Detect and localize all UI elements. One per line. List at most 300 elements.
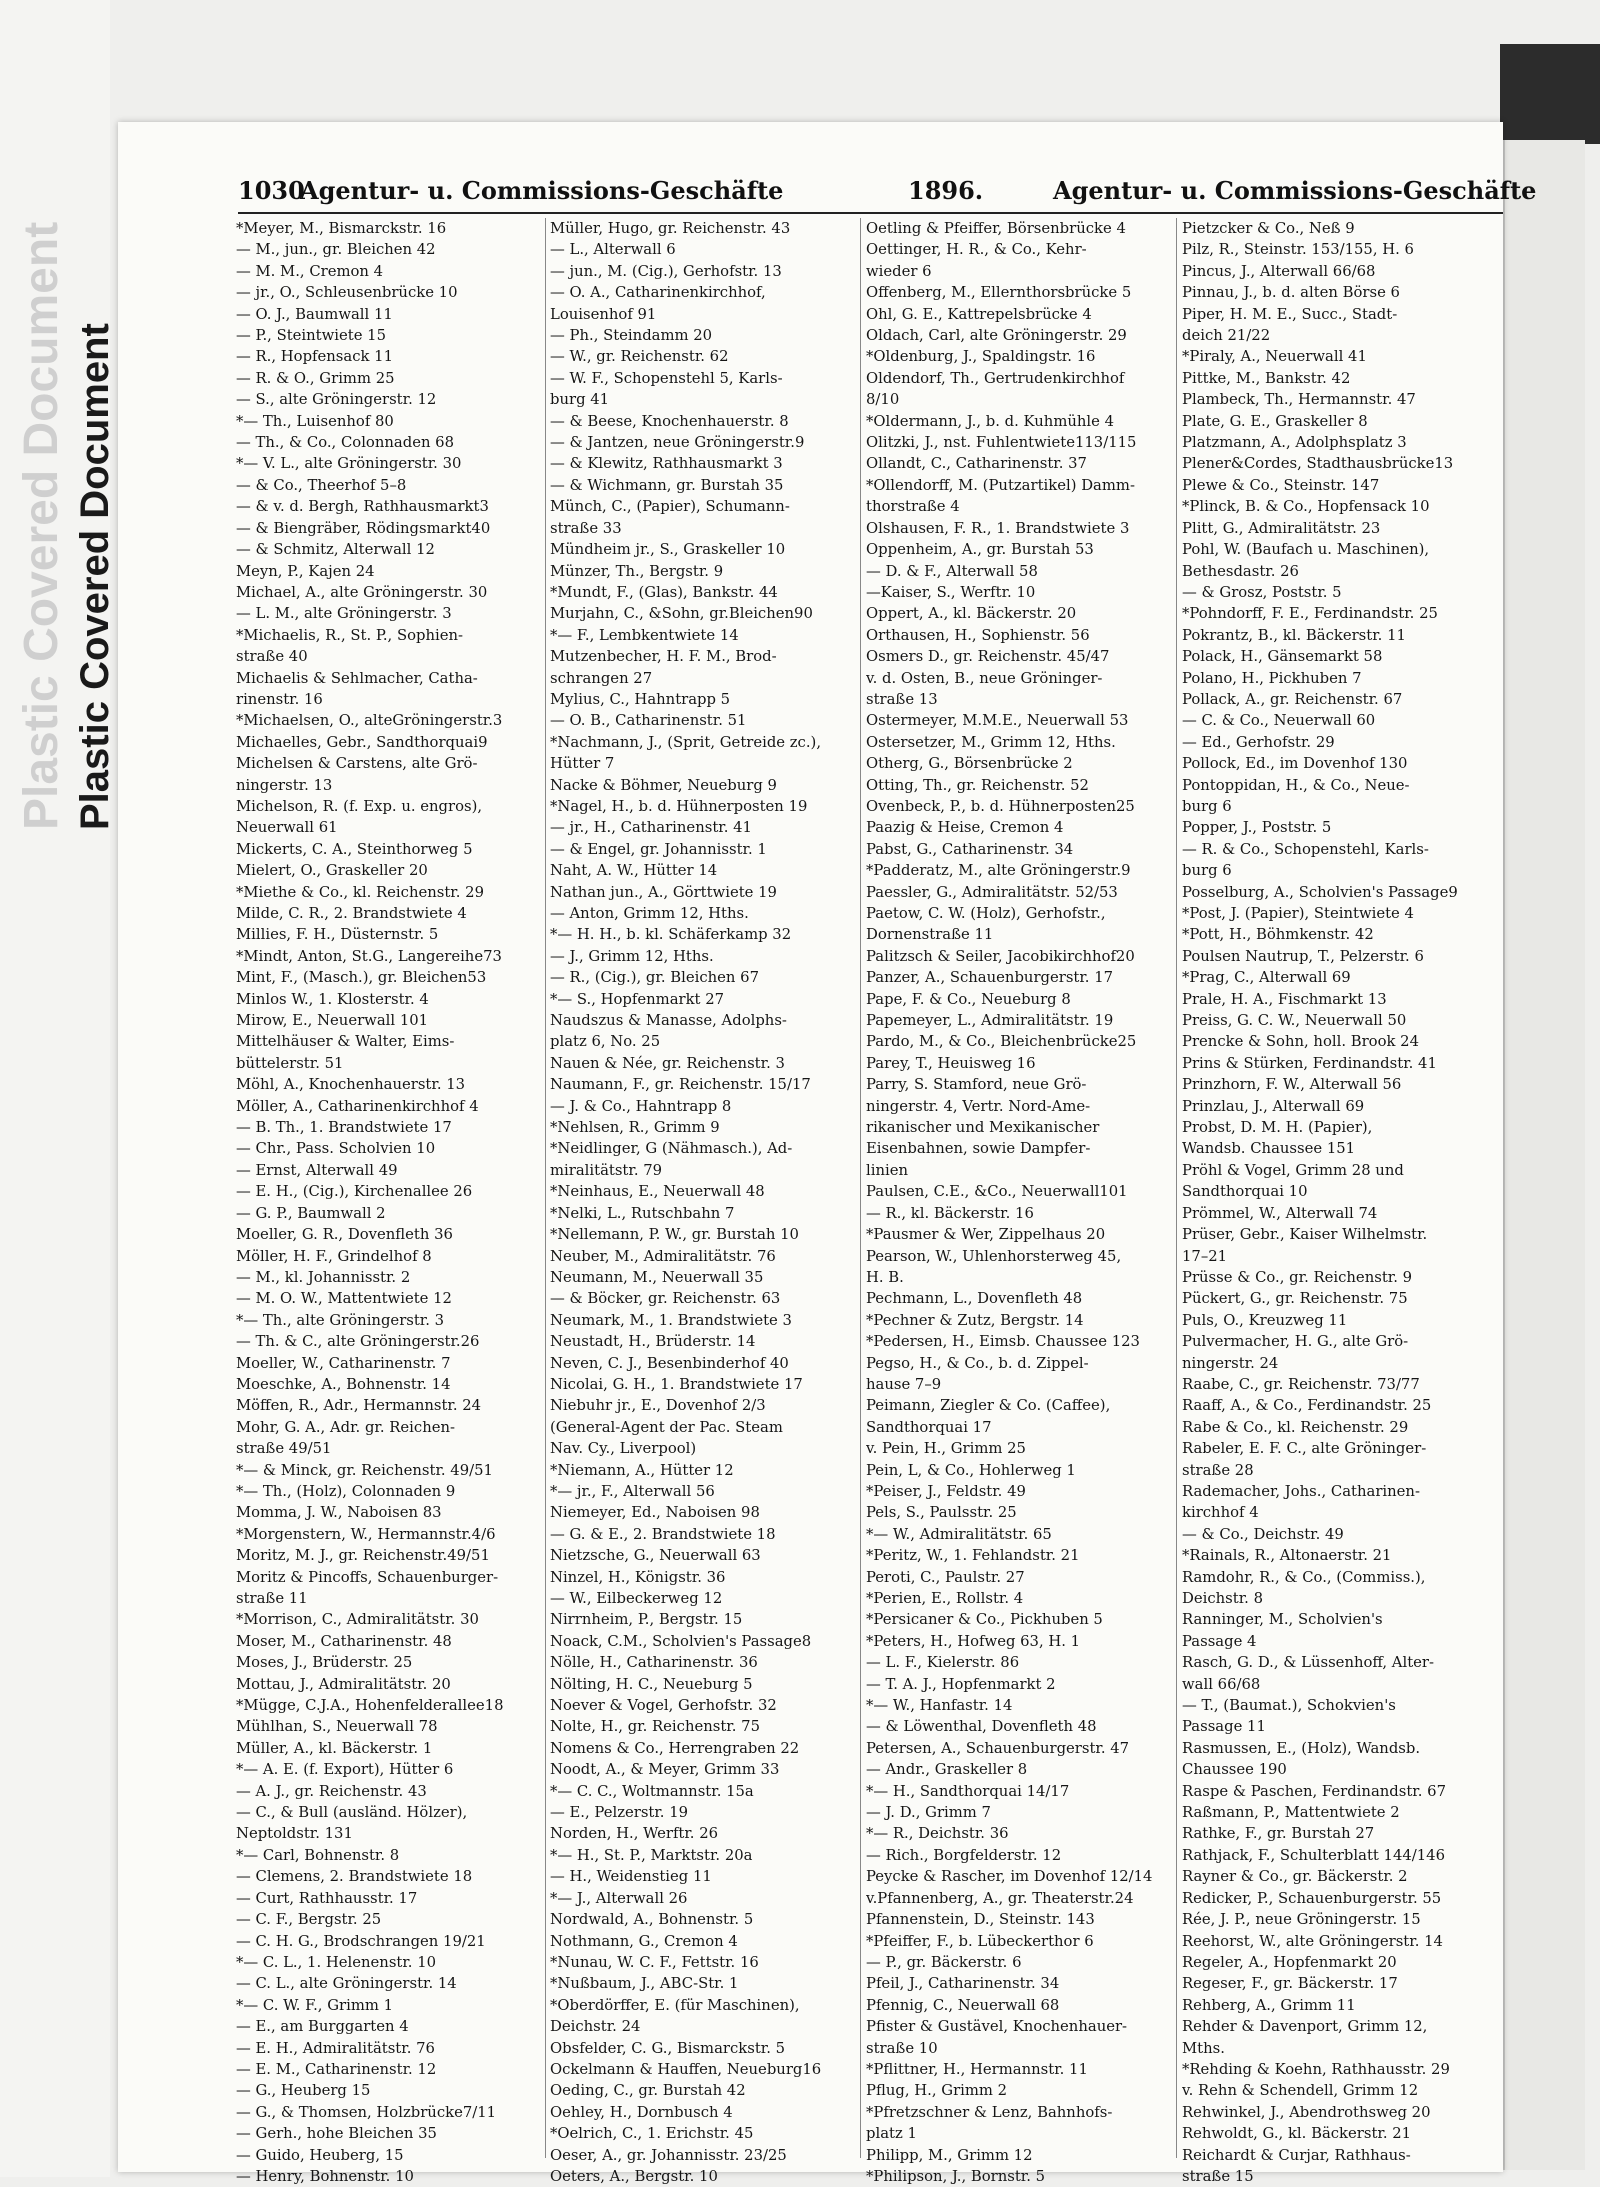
directory-entry: Plate, G. E., Graskeller 8 (1182, 412, 1368, 430)
directory-entry: — C., & Bull (ausländ. Hölzer), (236, 1804, 468, 1822)
directory-entry: — & Löwenthal, Dovenfleth 48 (866, 1718, 1097, 1736)
directory-entry: — jun., M. (Cig.), Gerhofstr. 13 (550, 262, 782, 280)
directory-entry: *Post, J. (Papier), Steintwiete 4 (1182, 905, 1414, 922)
directory-entry: Probst, D. M. H. (Papier), (1182, 1119, 1373, 1137)
directory-entry: Deichstr. 24 (550, 2018, 641, 2036)
directory-entry: *— jr., F., Alterwall 56 (550, 1482, 715, 1500)
directory-entry: *Pott, H., Böhmkenstr. 42 (1182, 926, 1374, 944)
page-number: 1030 (238, 176, 305, 205)
directory-entry: —Kaiser, S., Werftr. 10 (866, 583, 1036, 601)
directory-entry: *Nehlsen, R., Grimm 9 (550, 1119, 720, 1137)
directory-entry: Rathke, F., gr. Burstah 27 (1182, 1825, 1375, 1843)
directory-entry: ningerstr. 13 (236, 776, 333, 794)
directory-entry: straße 13 (866, 690, 938, 708)
directory-entry: Müller, A., kl. Bäckerstr. 1 (236, 1739, 433, 1757)
directory-entry: — Chr., Pass. Scholvien 10 (236, 1140, 436, 1158)
directory-entry: v. Rehn & Schendell, Grimm 12 (1182, 2082, 1419, 2100)
column-3 (866, 218, 1171, 2187)
directory-entry: schrangen 27 (550, 669, 653, 687)
directory-entry: Mottau, J., Admiralitätstr. 20 (236, 1675, 451, 1693)
column-divider (545, 218, 546, 2158)
directory-entry: Popper, J., Poststr. 5 (1182, 819, 1332, 837)
directory-entry: Paulsen, C.E., &Co., Neuerwall101 (866, 1183, 1128, 1201)
directory-entry: — L., Alterwall 6 (550, 241, 676, 259)
directory-entry: — D. & F., Alterwall 58 (866, 562, 1038, 580)
directory-entry: *Peiser, J., Feldstr. 49 (866, 1482, 1026, 1500)
directory-entry: Pfeil, J., Catharinenstr. 34 (866, 1975, 1060, 1993)
directory-entry: Dornenstraße 11 (866, 926, 994, 944)
directory-entry: Otting, Th., gr. Reichenstr. 52 (866, 776, 1089, 794)
directory-entry: H. B. (866, 1268, 904, 1286)
page-header (238, 176, 1537, 214)
directory-entry: *Michaelis, R., St. P., Sophien- (236, 626, 464, 644)
directory-entry: Moeschke, A., Bohnenstr. 14 (236, 1375, 451, 1393)
directory-entry: Oeters, A., Bergstr. 10 (550, 2167, 718, 2185)
directory-entry: *Nelki, L., Rutschbahn 7 (550, 1204, 735, 1222)
directory-entry: *Neinhaus, E., Neuerwall 48 (550, 1183, 765, 1201)
directory-entry: wieder 6 (866, 262, 932, 280)
directory-entry: Nacke & Böhmer, Neueburg 9 (550, 776, 777, 794)
directory-entry: Obsfelder, C. G., Bismarckstr. 5 (550, 2039, 786, 2057)
directory-entry: — M., jun., gr. Bleichen 42 (236, 241, 436, 259)
column-4 (1182, 218, 1487, 2187)
directory-entry: *Oberdörffer, E. (für Maschinen), (550, 1996, 800, 2014)
directory-entry: Platzmann, A., Adolphsplatz 3 (1182, 434, 1407, 452)
directory-entry: — E. H., Admiralitätstr. 76 (236, 2039, 435, 2057)
directory-entry: *Peritz, W., 1. Fehlandstr. 21 (866, 1547, 1080, 1565)
directory-entry: Papemeyer, L., Admiralitätstr. 19 (866, 1012, 1114, 1030)
directory-entry: *Philipson, J., Bornstr. 5 (866, 2167, 1046, 2185)
directory-entry: Meyn, P., Kajen 24 (236, 562, 375, 580)
directory-entry: Nölting, H. C., Neueburg 5 (550, 1675, 753, 1693)
directory-page (118, 122, 1537, 2185)
directory-entry: platz 6, No. 25 (550, 1033, 661, 1051)
directory-entry: Michaelis & Sehlmacher, Catha- (236, 669, 478, 687)
directory-entry: ningerstr. 4, Vertr. Nord-Ame- (866, 1097, 1091, 1115)
directory-entry: Moritz, M. J., gr. Reichenstr.49/51 (236, 1547, 490, 1565)
directory-entry: — W., Eilbeckerweg 12 (550, 1590, 723, 1607)
directory-entry: Mickerts, C. A., Steinthorweg 5 (236, 840, 473, 858)
directory-entry: — & Grosz, Poststr. 5 (1182, 583, 1342, 601)
directory-entry: *Morrison, C., Admiralitätstr. 30 (236, 1611, 479, 1629)
directory-entry: *Meyer, M., Bismarckstr. 16 (236, 220, 447, 237)
directory-entry: *Mundt, F., (Glas), Bankstr. 44 (550, 583, 778, 601)
directory-entry: Michaelles, Gebr., Sandthorquai9 (236, 733, 488, 751)
directory-entry: Paazig & Heise, Cremon 4 (866, 819, 1064, 837)
directory-entry: *Rehding & Koehn, Rathhausstr. 29 (1182, 2060, 1450, 2078)
directory-entry: Münch, C., (Papier), Schumann- (550, 498, 790, 516)
directory-entry: Neumark, M., 1. Brandstwiete 3 (550, 1311, 792, 1329)
directory-entry: Pfannenstein, D., Steinstr. 143 (866, 1911, 1095, 1929)
directory-entry: *Niemann, A., Hütter 12 (550, 1461, 734, 1479)
directory-entry: *Mügge, C.J.A., Hohenfelderallee18 (236, 1697, 504, 1715)
directory-entry: Passage 11 (1182, 1718, 1266, 1736)
directory-entry: Pittke, M., Bankstr. 42 (1182, 369, 1351, 387)
directory-entry: Oettinger, H. R., & Co., Kehr- (866, 241, 1087, 259)
directory-entry: Ollandt, C., Catharinenstr. 37 (866, 455, 1087, 473)
directory-entry: 8/10 (866, 391, 900, 409)
directory-entry: — jr., O., Schleusenbrücke 10 (236, 284, 458, 302)
header-right-title: Agentur- u. Commissions-Geschäfte (1053, 176, 1537, 205)
directory-entry: Norden, H., Werftr. 26 (550, 1825, 719, 1843)
directory-entry: Pietzcker & Co., Neß 9 (1182, 220, 1355, 237)
directory-entry: Nauen & Née, gr. Reichenstr. 3 (550, 1054, 785, 1072)
directory-entry: Nathan jun., A., Görttwiete 19 (550, 883, 777, 901)
directory-entry: Pabst, G., Catharinenstr. 34 (866, 840, 1074, 858)
directory-entry: Nothmann, G., Cremon 4 (550, 1932, 738, 1950)
directory-entry: Ninzel, H., Königstr. 36 (550, 1568, 726, 1586)
directory-entry: Panzer, A., Schauenburgerstr. 17 (866, 969, 1114, 987)
directory-entry: Pegso, H., & Co., b. d. Zippel- (866, 1354, 1089, 1372)
directory-entry: — E., am Burggarten 4 (236, 2018, 409, 2036)
directory-entry: Rehwoldt, G., kl. Bäckerstr. 21 (1182, 2125, 1412, 2143)
directory-entry: hause 7–9 (866, 1375, 942, 1393)
directory-entry: — Anton, Grimm 12, Hths. (550, 905, 749, 922)
directory-entry: Pokrantz, B., kl. Bäckerstr. 11 (1182, 626, 1406, 644)
directory-entry: Prinzlau, J., Alterwall 69 (1182, 1097, 1365, 1115)
directory-entry: Raaff, A., & Co., Ferdinandstr. 25 (1182, 1397, 1432, 1415)
directory-entry: Momma, J. W., Naboisen 83 (236, 1504, 442, 1522)
directory-entry: Pein, L, & Co., Hohlerweg 1 (866, 1461, 1076, 1479)
directory-entry: Naht, A. W., Hütter 14 (550, 862, 718, 880)
directory-entry: Osmers D., gr. Reichenstr. 45/47 (866, 648, 1110, 666)
directory-entry: — M. O. W., Mattentwiete 12 (236, 1290, 452, 1308)
directory-entry: — O. B., Catharinenstr. 51 (550, 712, 747, 730)
directory-entry: *— H. H., b. kl. Schäferkamp 32 (550, 926, 792, 944)
directory-entry: Rathjack, F., Schulterblatt 144/146 (1182, 1846, 1446, 1864)
directory-entry: Rée, J. P., neue Gröningerstr. 15 (1182, 1911, 1421, 1929)
directory-entry: — Ed., Gerhofstr. 29 (1182, 733, 1335, 751)
directory-entry: — & Wichmann, gr. Burstah 35 (550, 476, 784, 494)
directory-entry: *— W., Admiralitätstr. 65 (866, 1525, 1052, 1543)
directory-entry: — R. & Co., Schopenstehl, Karls- (1182, 840, 1429, 858)
directory-entry: Palitzsch & Seiler, Jacobikirchhof20 (866, 947, 1135, 965)
directory-entry: — C. H. G., Brodschrangen 19/21 (236, 1932, 486, 1950)
directory-entry: — Ernst, Alterwall 49 (236, 1161, 398, 1179)
directory-entry: Polack, H., Gänsemarkt 58 (1182, 648, 1383, 666)
directory-entry: Plambeck, Th., Hermannstr. 47 (1182, 391, 1416, 409)
directory-entry: Ovenbeck, P., b. d. Hühnerposten25 (866, 797, 1135, 815)
directory-entry: burg 6 (1182, 862, 1232, 880)
directory-entry: Raabe, C., gr. Reichenstr. 73/77 (1182, 1375, 1420, 1393)
directory-entry: — Ph., Steindamm 20 (550, 327, 713, 345)
directory-entry: Pardo, M., & Co., Bleichenbrücke25 (866, 1033, 1137, 1051)
directory-entry: Puls, O., Kreuzweg 11 (1182, 1311, 1348, 1329)
directory-entry: Rabeler, E. F. C., alte Gröninger- (1182, 1440, 1427, 1458)
directory-entry: — Th., & Co., Colonnaden 68 (236, 434, 455, 452)
header-rule (238, 212, 1503, 214)
directory-entry: *Nagel, H., b. d. Hühnerposten 19 (550, 797, 808, 815)
directory-entry: — A. J., gr. Reichenstr. 43 (236, 1782, 427, 1800)
directory-entry: Parry, S. Stamford, neue Grö- (866, 1076, 1087, 1094)
directory-entry: Pontoppidan, H., & Co., Neue- (1182, 776, 1410, 794)
directory-entry: — L. M., alte Gröningerstr. 3 (236, 605, 452, 623)
directory-entry: Raspe & Paschen, Ferdinandstr. 67 (1182, 1782, 1446, 1800)
directory-entry: Neven, C. J., Besenbinderhof 40 (550, 1354, 789, 1372)
directory-entry: — R. & O., Grimm 25 (236, 369, 395, 387)
directory-entry: Pulvermacher, H. G., alte Grö- (1182, 1333, 1409, 1351)
directory-entry: Michelson, R. (f. Exp. u. engros), (236, 797, 483, 815)
directory-entry: Preiss, G. C. W., Neuerwall 50 (1182, 1012, 1407, 1030)
directory-entry: Moser, M., Catharinenstr. 48 (236, 1632, 452, 1650)
directory-entry: Pinnau, J., b. d. alten Börse 6 (1182, 284, 1400, 302)
directory-entry: *Padderatz, M., alte Gröningerstr.9 (866, 862, 1131, 880)
directory-entry: Chaussee 190 (1182, 1761, 1287, 1779)
directory-entry: — G., Heuberg 15 (236, 2082, 371, 2100)
directory-entry: Plitt, G., Admiralitätstr. 23 (1182, 519, 1381, 537)
directory-entry: Nav. Cy., Liverpool) (550, 1440, 697, 1458)
directory-entry: *— F., Lembkentwiete 14 (550, 626, 739, 644)
directory-entry: Oehley, H., Dornbusch 4 (550, 2103, 733, 2121)
directory-entry: — E. M., Catharinenstr. 12 (236, 2060, 437, 2078)
directory-entry: *Pfretzschner & Lenz, Bahnhofs- (866, 2103, 1113, 2121)
directory-entry: — E., Pelzerstr. 19 (550, 1804, 689, 1822)
directory-entry: — H., Weidenstieg 11 (550, 1868, 712, 1886)
directory-entry: *— H., St. P., Marktstr. 20a (550, 1846, 753, 1864)
directory-entry: Neustadt, H., Brüderstr. 14 (550, 1333, 756, 1351)
directory-entry: Rasch, G. D., & Lüssenhoff, Alter- (1182, 1654, 1434, 1672)
directory-entry: Pfennig, C., Neuerwall 68 (866, 1996, 1060, 2014)
directory-entry: *— W., Hanfastr. 14 (866, 1697, 1013, 1715)
directory-entry: — G., & Thomsen, Holzbrücke7/11 (236, 2103, 497, 2121)
directory-entry: Nirrnheim, P., Bergstr. 15 (550, 1611, 743, 1629)
directory-entry: burg 41 (550, 391, 610, 409)
directory-entry: Rayner & Co., gr. Bäckerstr. 2 (1182, 1868, 1408, 1886)
directory-entry: Niemeyer, Ed., Naboisen 98 (550, 1504, 760, 1522)
directory-entry: — & Klewitz, Rathhausmarkt 3 (550, 455, 783, 473)
directory-entry: Olitzki, J., nst. Fuhlentwiete113/115 (866, 434, 1137, 452)
directory-entry: Bethesdastr. 26 (1182, 562, 1299, 580)
directory-entry: Regeser, F., gr. Bäckerstr. 17 (1182, 1975, 1398, 1993)
directory-entry: wall 66/68 (1182, 1675, 1261, 1693)
directory-entry: Pfister & Gustävel, Knochenhauer- (866, 2018, 1128, 2036)
directory-entry: Oldendorf, Th., Gertrudenkirchhof (866, 369, 1125, 387)
directory-entry: *Ollendorff, M. (Putzartikel) Damm- (866, 476, 1135, 494)
directory-entry: Paessler, G., Admiralitätstr. 52/53 (866, 883, 1118, 901)
directory-entry: *Oelrich, C., 1. Erichstr. 45 (550, 2125, 754, 2143)
directory-entry: deich 21/22 (1182, 327, 1271, 345)
directory-entry: Münzer, Th., Bergstr. 9 (550, 562, 724, 580)
directory-entry: *Nellemann, P. W., gr. Burstah 10 (550, 1226, 799, 1244)
directory-entry: Oetling & Pfeiffer, Börsenbrücke 4 (866, 220, 1126, 237)
directory-entry: *Nachmann, J., (Sprit, Getreide zc.), (550, 733, 822, 751)
directory-entry: — P., gr. Bäckerstr. 6 (866, 1953, 1022, 1971)
directory-entry: — G. P., Baumwall 2 (236, 1204, 386, 1222)
directory-entry: Naudszus & Manasse, Adolphs- (550, 1012, 787, 1030)
directory-entry: — Clemens, 2. Brandstwiete 18 (236, 1868, 473, 1886)
directory-entry: *Mindt, Anton, St.G., Langereihe73 (236, 947, 502, 965)
directory-entry: *Persicaner & Co., Pickhuben 5 (866, 1611, 1103, 1629)
directory-entry: *— Th., (Holz), Colonnaden 9 (236, 1482, 456, 1500)
directory-entry: Moeller, G. R., Dovenfleth 36 (236, 1226, 453, 1244)
directory-entry: — T., (Baumat.), Schokvien's (1182, 1697, 1396, 1715)
directory-entry: — B. Th., 1. Brandstwiete 17 (236, 1119, 452, 1137)
directory-entry: *— Th., alte Gröningerstr. 3 (236, 1311, 445, 1329)
column-1 (236, 218, 541, 2187)
directory-entry: Rehwinkel, J., Abendrothsweg 20 (1182, 2103, 1431, 2121)
directory-entry: Nomens & Co., Herrengraben 22 (550, 1739, 800, 1757)
directory-entry: Prencke & Sohn, holl. Brook 24 (1182, 1033, 1419, 1051)
directory-entry: Poulsen Nautrup, T., Pelzerstr. 6 (1182, 947, 1424, 965)
directory-entry: v. d. Osten, B., neue Gröninger- (866, 669, 1103, 687)
directory-entry: *— J., Alterwall 26 (550, 1889, 688, 1907)
directory-entry: *— C. W. F., Grimm 1 (236, 1996, 394, 2014)
directory-entry: — R., kl. Bäckerstr. 16 (866, 1204, 1034, 1222)
directory-entry: Noack, C.M., Scholvien's Passage8 (550, 1632, 812, 1650)
directory-entry: Mündheim jr., S., Graskeller 10 (550, 541, 786, 559)
header-left-title: Agentur- u. Commissions-Geschäfte (300, 176, 784, 205)
directory-entry: Moritz & Pincoffs, Schauenburger- (236, 1568, 499, 1586)
directory-entry: Pröhl & Vogel, Grimm 28 und (1182, 1161, 1404, 1179)
directory-entry: Neuerwall 61 (236, 819, 338, 837)
directory-entry: ningerstr. 24 (1182, 1354, 1279, 1372)
directory-entry: — & Jantzen, neue Gröningerstr.9 (550, 434, 805, 452)
directory-entry: *Prag, C., Alterwall 69 (1182, 969, 1351, 987)
directory-entry: v.Pfannenberg, A., gr. Theaterstr.24 (866, 1889, 1134, 1907)
directory-entry: — J., Grimm 12, Hths. (550, 947, 714, 965)
directory-entry: Naumann, F., gr. Reichenstr. 15/17 (550, 1076, 811, 1094)
directory-entry: Reichardt & Curjar, Rathhaus- (1182, 2146, 1411, 2164)
directory-entry: Pollock, Ed., im Dovenhof 130 (1182, 755, 1408, 773)
directory-entry: Ohl, G. E., Kattrepelsbrücke 4 (866, 305, 1092, 323)
directory-entry: — C. F., Bergstr. 25 (236, 1911, 382, 1929)
directory-entry: *Pechner & Zutz, Bergstr. 14 (866, 1311, 1084, 1329)
directory-entry: *— C. C., Woltmannstr. 15a (550, 1782, 754, 1800)
directory-entry: *Miethe & Co., kl. Reichenstr. 29 (236, 883, 484, 901)
directory-entry: Sandthorquai 17 (866, 1418, 992, 1436)
directory-entry: Pels, S., Paulsstr. 25 (866, 1504, 1017, 1522)
directory-entry: — Guido, Heuberg, 15 (236, 2146, 404, 2164)
directory-entry: Mths. (1182, 2039, 1225, 2057)
directory-entry: Prömmel, W., Alterwall 74 (1182, 1204, 1378, 1222)
directory-entry: Neumann, M., Neuerwall 35 (550, 1268, 764, 1286)
column-divider (1176, 218, 1177, 2158)
directory-entry: Prale, H. A., Fischmarkt 13 (1182, 990, 1387, 1008)
directory-entry: *Oldenburg, J., Spaldingstr. 16 (866, 348, 1096, 366)
directory-entry: — Curt, Rathhausstr. 17 (236, 1889, 418, 1907)
directory-entry: — R., Hopfensack 11 (236, 348, 394, 366)
directory-entry: Michael, A., alte Gröningerstr. 30 (236, 583, 488, 601)
directory-entry: — & Engel, gr. Johannisstr. 1 (550, 840, 767, 858)
directory-entry: Nietzsche, G., Neuerwall 63 (550, 1547, 761, 1565)
side-label (14, 222, 118, 830)
directory-entry: — & Böcker, gr. Reichenstr. 63 (550, 1290, 781, 1308)
directory-entry: Parey, T., Heuisweg 16 (866, 1054, 1036, 1072)
directory-entry: Pückert, G., gr. Reichenstr. 75 (1182, 1290, 1408, 1308)
directory-entry: Ostermeyer, M.M.E., Neuerwall 53 (866, 712, 1129, 730)
directory-entry: *Perien, E., Rollstr. 4 (866, 1590, 1024, 1607)
side-label-main: Plastic Covered Document (73, 323, 117, 830)
directory-entry: Pechmann, L., Dovenfleth 48 (866, 1290, 1083, 1308)
side-band (0, 0, 117, 2177)
directory-entry: — J. & Co., Hahntrapp 8 (550, 1097, 732, 1115)
directory-entry: *Morgenstern, W., Hermannstr.4/6 (236, 1525, 496, 1543)
directory-entry: Prüser, Gebr., Kaiser Wilhelmstr. (1182, 1226, 1428, 1244)
directory-entry: — W. F., Schopenstehl 5, Karls- (550, 369, 783, 387)
directory-entry: Polano, H., Pickhuben 7 (1182, 669, 1362, 687)
directory-entry: — E. H., (Cig.), Kirchenallee 26 (236, 1183, 473, 1201)
directory-entry: Mohr, G. A., Adr. gr. Reichen- (236, 1418, 456, 1436)
directory-entry: Mylius, C., Hahntrapp 5 (550, 690, 731, 708)
directory-entry: Oppert, A., kl. Bäckerstr. 20 (866, 605, 1077, 623)
side-label-ghost: Plastic Covered Document (15, 221, 68, 830)
directory-entry: straße 49/51 (236, 1440, 332, 1458)
directory-entry: Rehberg, A., Grimm 11 (1182, 1996, 1356, 2014)
directory-entry: — Henry, Bohnenstr. 10 (236, 2167, 414, 2185)
directory-entry: Paetow, C. W. (Holz), Gerhofstr., (866, 905, 1106, 922)
directory-entry: straße 15 (1182, 2167, 1254, 2185)
directory-entry: Passage 4 (1182, 1632, 1257, 1650)
directory-entry: — G. & E., 2. Brandstwiete 18 (550, 1525, 776, 1543)
directory-entry: Rademacher, Johs., Catharinen- (1182, 1482, 1420, 1500)
directory-entry: — O. A., Catharinenkirchhof, (550, 284, 766, 302)
directory-entry: Rabe & Co., kl. Reichenstr. 29 (1182, 1418, 1409, 1436)
directory-entry: — & Co., Deichstr. 49 (1182, 1525, 1344, 1543)
directory-entry: — jr., H., Catharinenstr. 41 (550, 819, 752, 837)
directory-entry: Plener&Cordes, Stadthausbrücke13 (1182, 455, 1454, 473)
directory-entry: platz 1 (866, 2125, 917, 2143)
directory-entry: Nicolai, G. H., 1. Brandstwiete 17 (550, 1375, 803, 1393)
directory-entry: *Neidlinger, G (Nähmasch.), Ad- (550, 1140, 793, 1158)
directory-entry: *— & Minck, gr. Reichenstr. 49/51 (236, 1461, 493, 1479)
directory-entry: — R., (Cig.), gr. Bleichen 67 (550, 969, 759, 987)
directory-entry: Pohl, W. (Baufach u. Maschinen), (1182, 541, 1430, 559)
directory-entry: *— C. L., 1. Helenenstr. 10 (236, 1953, 437, 1971)
directory-entry: *Pedersen, H., Eimsb. Chaussee 123 (866, 1333, 1140, 1351)
directory-entry: — C. L., alte Gröningerstr. 14 (236, 1975, 457, 1993)
directory-entry: Oppenheim, A., gr. Burstah 53 (866, 541, 1094, 559)
directory-entry: Prins & Stürken, Ferdinandstr. 41 (1182, 1054, 1437, 1072)
directory-entry: Möller, A., Catharinenkirchhof 4 (236, 1097, 479, 1115)
directory-entry: Michelsen & Carstens, alte Grö- (236, 755, 478, 773)
directory-entry: Nordwald, A., Bohnenstr. 5 (550, 1911, 754, 1929)
directory-entry: Nölle, H., Catharinenstr. 36 (550, 1654, 758, 1672)
directory-entry: *— Th., Luisenhof 80 (236, 412, 394, 430)
directory-entry: Ranninger, M., Scholvien's (1182, 1611, 1383, 1629)
directory-entry: Pearson, W., Uhlenhorsterweg 45, (866, 1247, 1122, 1265)
directory-entry: Moeller, W., Catharinenstr. 7 (236, 1354, 451, 1372)
directory-entry: *— R., Deichstr. 36 (866, 1825, 1009, 1843)
directory-entry: rinenstr. 16 (236, 690, 323, 708)
directory-entry: v. Pein, H., Grimm 25 (866, 1440, 1026, 1458)
directory-entry: Posselburg, A., Scholvien's Passage9 (1182, 883, 1458, 901)
directory-entry: Noodt, A., & Meyer, Grimm 33 (550, 1761, 780, 1779)
directory-entry: *Oldermann, J., b. d. Kuhmühle 4 (866, 412, 1115, 430)
directory-entry: *— S., Hopfenmarkt 27 (550, 990, 725, 1008)
directory-entry: — Gerh., hohe Bleichen 35 (236, 2125, 437, 2143)
directory-entry: rikanischer und Mexikanischer (866, 1119, 1100, 1137)
column-2 (550, 218, 855, 2187)
directory-entry: *Plinck, B. & Co., Hopfensack 10 (1182, 498, 1430, 516)
directory-entry: — C. & Co., Neuerwall 60 (1182, 712, 1376, 730)
directory-entry: *Pfeiffer, F., b. Lübeckerthor 6 (866, 1932, 1094, 1950)
directory-entry: Rehder & Davenport, Grimm 12, (1182, 2018, 1428, 2036)
directory-entry: Murjahn, C., &Sohn, gr.Bleichen90 (550, 605, 813, 623)
directory-entry: — S., alte Gröningerstr. 12 (236, 391, 437, 409)
directory-entry: straße 40 (236, 648, 308, 666)
directory-entry: Mielert, O., Graskeller 20 (236, 862, 428, 880)
directory-entry: Deichstr. 8 (1182, 1590, 1263, 1607)
directory-entry: Nolte, H., gr. Reichenstr. 75 (550, 1718, 760, 1736)
directory-entry: Olshausen, F. R., 1. Brandstwiete 3 (866, 519, 1130, 537)
directory-entry: Prinzhorn, F. W., Alterwall 56 (1182, 1076, 1402, 1094)
directory-entry: *Piraly, A., Neuerwall 41 (1182, 348, 1367, 366)
directory-entry: straße 10 (866, 2039, 938, 2057)
directory-entry: *Rainals, R., Altonaerstr. 21 (1182, 1547, 1392, 1565)
directory-entry: Müller, Hugo, gr. Reichenstr. 43 (550, 220, 791, 237)
directory-entry: thorstraße 4 (866, 498, 960, 516)
directory-entry: Piper, H. M. E., Succ., Stadt- (1182, 305, 1398, 323)
